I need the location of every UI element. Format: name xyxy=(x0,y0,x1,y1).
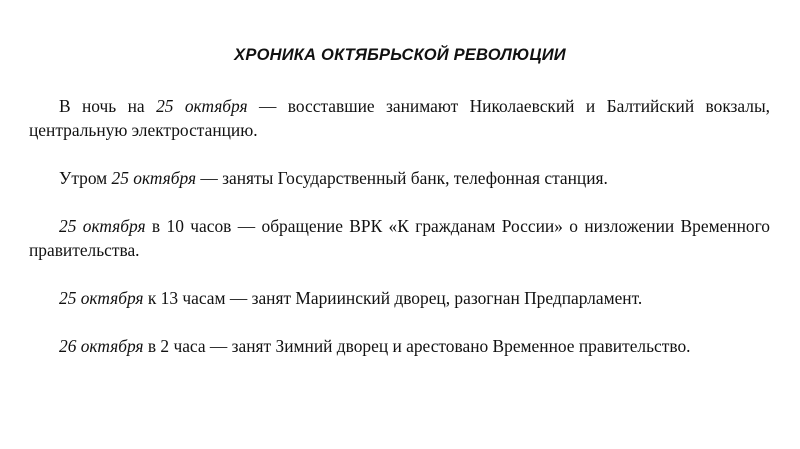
chronicle-entry-2 xyxy=(29,166,770,190)
entry-date: 25 октября xyxy=(59,288,144,308)
chronicle-entry-5 xyxy=(29,334,770,358)
entry-text: в 10 часов — обращение ВРК «К гражданам России» о низложении Временного правительства. xyxy=(29,216,770,260)
entry-date: 26 октября xyxy=(59,336,144,356)
entry-text: — заняты Государственный банк, телефонная станция. xyxy=(196,168,608,188)
entry-prefix: В ночь на xyxy=(59,96,157,116)
chronicle-entry-3 xyxy=(29,214,770,262)
entry-date: 25 октября xyxy=(156,96,248,116)
chronicle-entry-4 xyxy=(29,286,770,310)
entry-text: к 13 часам — занят Мариинский дворец, разогнан Предпарламент. xyxy=(143,288,643,308)
entry-text: в 2 часа — занят Зимний дворец и арестовано Временное правительство. xyxy=(143,336,691,356)
entry-date: 25 октября xyxy=(111,168,197,188)
slide-title: ХРОНИКА ОКТЯБРЬСКОЙ РЕВОЛЮЦИИ xyxy=(234,46,566,64)
entry-date: 25 октября xyxy=(59,216,146,236)
entry-text: — восставшие занимают Николаевский и Балтийский вокзалы, центральную электростанцию. xyxy=(29,96,770,140)
entry-prefix: Утром xyxy=(59,168,112,188)
chronicle-body xyxy=(29,94,770,382)
chronicle-entry-1 xyxy=(29,94,770,142)
